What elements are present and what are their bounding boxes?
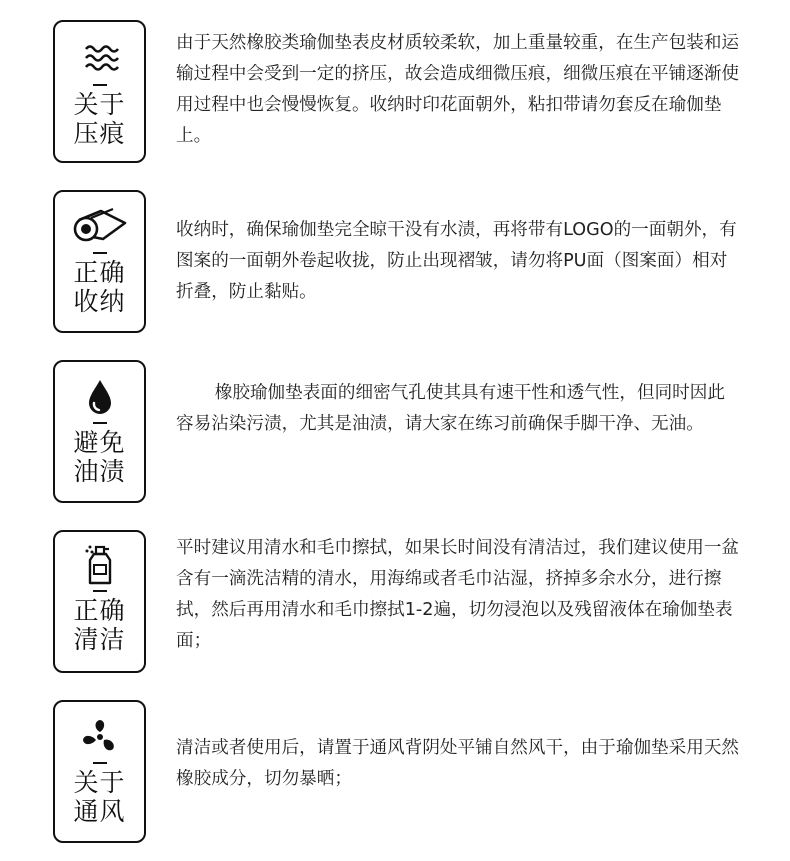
divider-dash xyxy=(93,252,107,254)
divider-dash xyxy=(93,422,107,424)
pressure-waves-icon xyxy=(70,36,130,82)
card-ventilation xyxy=(53,700,146,843)
section-title: 正确 收纳 xyxy=(73,258,126,316)
card-proper-storage xyxy=(53,190,146,333)
divider-dash xyxy=(93,84,107,86)
rolled-mat-icon xyxy=(70,204,130,250)
section-title: 关于 通风 xyxy=(73,768,126,826)
section-text-pressure-marks: 由于天然橡胶类瑜伽垫表皮材质较柔软，加上重量较重，在生产包装和运输过程中会受到一定的挤压，故会造成细微压痕，细微压痕在平铺逐渐使用过程中也会慢慢恢复。收纳时印花面朝外，粘扣带请勿套反在瑜伽垫上。 xyxy=(176,33,740,146)
card-avoid-oil xyxy=(53,360,146,503)
section-title: 正确 清洁 xyxy=(73,596,126,654)
section-title: 关于 压痕 xyxy=(73,90,126,148)
section-text-proper-cleaning: 平时建议用清水和毛巾擦拭，如果长时间没有清洁过，我们建议使用一盆含有一滴洗洁精的清水，用海绵或者毛巾沾湿，挤掉多余水分，进行擦拭，然后再用清水和毛巾擦拭1-2遍，切勿浸泡以及残留液体在瑜伽垫表面； xyxy=(176,538,740,651)
section-text-ventilation: 清洁或者使用后，请置于通风背阴处平铺自然风干，由于瑜伽垫采用天然橡胶成分，切勿暴晒； xyxy=(176,738,740,789)
cleaner-bottle-icon xyxy=(70,542,130,588)
section-text-proper-storage: 收纳时，确保瑜伽垫完全晾干没有水渍，再将带有LOGO的一面朝外，有图案的一面朝外卷起收拢，防止出现褶皱，请勿将PU面（图案面）相对折叠，防止黏贴。 xyxy=(176,220,737,302)
section-title: 避免 油渍 xyxy=(73,428,126,486)
fan-icon xyxy=(70,714,130,760)
section-text-avoid-oil: 橡胶瑜伽垫表面的细密气孔使其具有速干性和透气性，但同时因此容易沾染污渍，尤其是油渍，请大家在练习前确保手脚干净、无油。 xyxy=(176,383,725,434)
card-proper-cleaning xyxy=(53,530,146,673)
divider-dash xyxy=(93,590,107,592)
divider-dash xyxy=(93,762,107,764)
oil-drop-icon xyxy=(70,374,130,420)
card-pressure-marks xyxy=(53,20,146,163)
